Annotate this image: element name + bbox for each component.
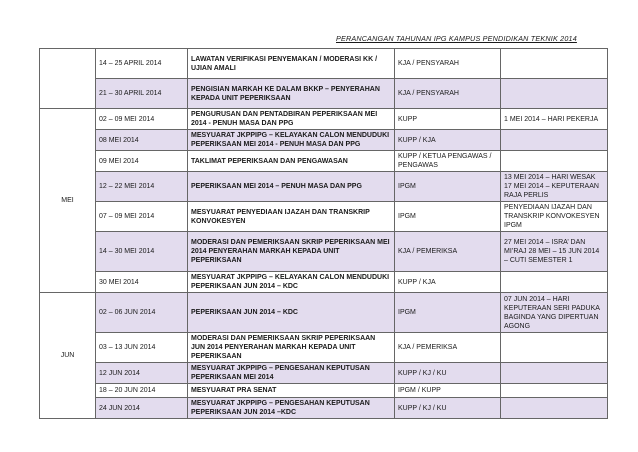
pic-cell: KJA / PENSYARAH [395, 79, 501, 109]
month-cell-mei: MEI [40, 109, 96, 293]
notes-cell: PENYEDIAAN IJAZAH DAN TRANSKRIP KONVOKESYEN IPGM [501, 202, 608, 232]
activity-cell: LAWATAN VERIFIKASI PENYEMAKAN / MODERASI KK / UJIAN AMALI [188, 49, 395, 79]
notes-cell: 27 MEI 2014 – ISRA’ DAN MI’RAJ 28 MEI – 15 JUN 2014 – CUTI SEMESTER 1 [501, 232, 608, 272]
date-cell: 14 – 30 MEI 2014 [96, 232, 188, 272]
activity-cell: MODERASI DAN PEMERIKSAAN SKRIP PEPERIKSAAN JUN 2014 PENYERAHAN MARKAH KEPADA UNIT PEPERIKSAAN [188, 333, 395, 363]
date-cell: 12 JUN 2014 [96, 363, 188, 384]
activity-cell: MODERASI DAN PEMERIKSAAN SKRIP PEPERIKSAAN MEI 2014 PENYERAHAN MARKAH KEPADA UNIT PEPERIKSAAN [188, 232, 395, 272]
activity-cell: MESYUARAT JKPPIPG – PENGESAHAN KEPUTUSAN PEPERIKSAAN MEI 2014 [188, 363, 395, 384]
pic-cell: KJA / PENSYARAH [395, 49, 501, 79]
pic-cell: KUPP / KJA [395, 130, 501, 151]
notes-cell: 13 MEI 2014 – HARI WESAK 17 MEI 2014 – KEPUTERAAN RAJA PERLIS [501, 172, 608, 202]
notes-cell [501, 151, 608, 172]
table-row [40, 79, 608, 109]
notes-cell [501, 363, 608, 384]
month-cell-april [40, 49, 96, 109]
table-row [40, 333, 608, 363]
activity-cell: MESYUARAT PRA SENAT [188, 384, 395, 398]
activity-cell: MESYUARAT JKPPIPG – KELAYAKAN CALON MENDUDUKI PEPERIKSAAN MEI 2014 - PENUH MASA DAN PPG [188, 130, 395, 151]
activity-cell: TAKLIMAT PEPERIKSAAN DAN PENGAWASAN [188, 151, 395, 172]
notes-cell: 1 MEI 2014 – HARI PEKERJA [501, 109, 608, 130]
date-cell: 21 – 30 APRIL 2014 [96, 79, 188, 109]
notes-cell [501, 79, 608, 109]
notes-cell [501, 272, 608, 293]
activity-cell: PEPERIKSAAN JUN 2014 – KDC [188, 293, 395, 333]
pic-cell: IPGM / KUPP [395, 384, 501, 398]
pic-cell: IPGM [395, 172, 501, 202]
table-row [40, 232, 608, 272]
table-row [40, 130, 608, 151]
table-row [40, 172, 608, 202]
pic-cell: KJA / PEMERIKSA [395, 333, 501, 363]
activity-cell: PEPERIKSAAN MEI 2014 – PENUH MASA DAN PPG [188, 172, 395, 202]
date-cell: 02 – 09 MEI 2014 [96, 109, 188, 130]
date-cell: 14 – 25 APRIL 2014 [96, 49, 188, 79]
notes-cell [501, 130, 608, 151]
activity-cell: MESYUARAT PENYEDIAAN IJAZAH DAN TRANSKRIP KONVOKESYEN [188, 202, 395, 232]
annual-plan-table [39, 48, 608, 419]
activity-cell: MESYUARAT JKPPIPG – PENGESAHAN KEPUTUSAN PEPERIKSAAN JUN 2014 –KDC [188, 398, 395, 419]
month-cell-jun: JUN [40, 293, 96, 419]
table-row [40, 384, 608, 398]
date-cell: 03 – 13 JUN 2014 [96, 333, 188, 363]
table-row [40, 272, 608, 293]
date-cell: 09 MEI 2014 [96, 151, 188, 172]
notes-cell [501, 398, 608, 419]
date-cell: 24 JUN 2014 [96, 398, 188, 419]
notes-cell: 07 JUN 2014 – HARI KEPUTERAAN SERI PADUKA BAGINDA YANG DIPERTUAN AGONG [501, 293, 608, 333]
date-cell: 30 MEI 2014 [96, 272, 188, 293]
notes-cell [501, 384, 608, 398]
pic-cell: KUPP / KJA [395, 272, 501, 293]
pic-cell: KUPP / KJ / KU [395, 398, 501, 419]
pic-cell: IPGM [395, 293, 501, 333]
table-row [40, 202, 608, 232]
table-row [40, 109, 608, 130]
pic-cell: IPGM [395, 202, 501, 232]
pic-cell: KJA / PEMERIKSA [395, 232, 501, 272]
pic-cell: KUPP / KJ / KU [395, 363, 501, 384]
pic-cell: KUPP [395, 109, 501, 130]
date-cell: 12 – 22 MEI 2014 [96, 172, 188, 202]
table-row [40, 151, 608, 172]
table-row [40, 398, 608, 419]
table-row [40, 363, 608, 384]
date-cell: 07 – 09 MEI 2014 [96, 202, 188, 232]
table-row [40, 49, 608, 79]
activity-cell: PENGURUSAN DAN PENTADBIRAN PEPERIKSAAN MEI 2014 - PENUH MASA DAN PPG [188, 109, 395, 130]
table-row [40, 293, 608, 333]
date-cell: 02 – 06 JUN 2014 [96, 293, 188, 333]
pic-cell: KUPP / KETUA PENGAWAS / PENGAWAS [395, 151, 501, 172]
activity-cell: PENGISIAN MARKAH KE DALAM BKKP – PENYERAHAN KEPADA UNIT PEPERIKSAAN [188, 79, 395, 109]
activity-cell: MESYUARAT JKPPIPG – KELAYAKAN CALON MENDUDUKI PEPERIKSAAN JUN 2014 – KDC [188, 272, 395, 293]
notes-cell [501, 333, 608, 363]
date-cell: 18 – 20 JUN 2014 [96, 384, 188, 398]
document-header: PERANCANGAN TAHUNAN IPG KAMPUS PENDIDIKAN TEKNIK 2014 [336, 34, 577, 43]
notes-cell [501, 49, 608, 79]
date-cell: 08 MEI 2014 [96, 130, 188, 151]
